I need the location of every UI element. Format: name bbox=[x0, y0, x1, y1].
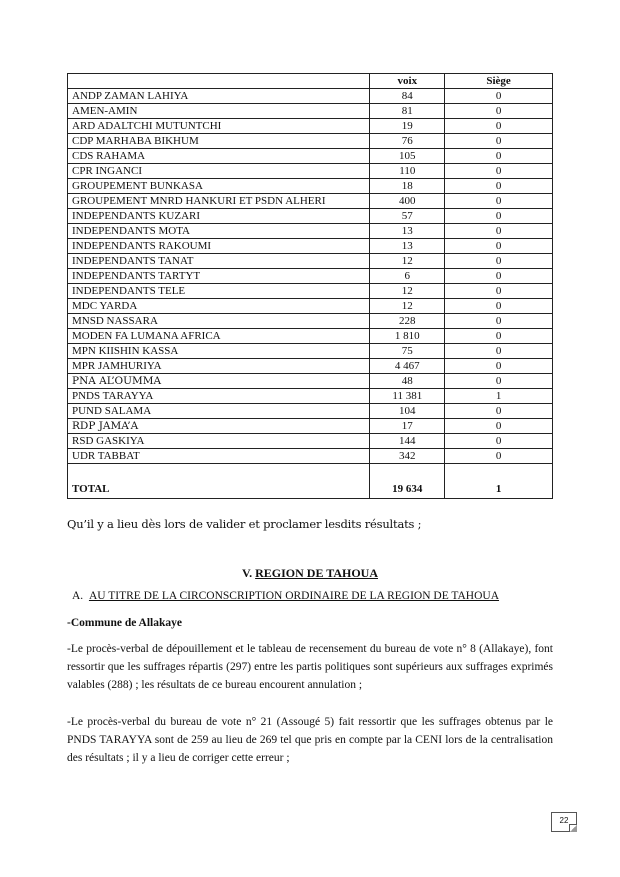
cell-seats: 1 bbox=[445, 389, 553, 404]
cell-votes: 228 bbox=[370, 314, 445, 329]
cell-votes: 81 bbox=[370, 104, 445, 119]
page-number: 22 bbox=[559, 816, 569, 825]
cell-seats: 0 bbox=[445, 164, 553, 179]
cell-votes: 6 bbox=[370, 269, 445, 284]
table-row bbox=[68, 134, 553, 149]
cell-votes: 11 381 bbox=[370, 389, 445, 404]
total-row bbox=[68, 464, 553, 499]
table-row bbox=[68, 149, 553, 164]
table-row bbox=[68, 389, 553, 404]
paragraph-bureau-21: -Le procès-verbal du bureau de vote n° 21 (Assougé 5) fait ressortir que les suffrages obtenus par le PNDS TARAYYA sont de 259 au lieu de 269 tel que pris en compte par la CENI lors de la centralisation des résultats ; il y a lieu de corriger cette erreur ; bbox=[67, 716, 553, 764]
table-row bbox=[68, 209, 553, 224]
table-row bbox=[68, 314, 553, 329]
cell-seats: 0 bbox=[445, 134, 553, 149]
cell-seats: 0 bbox=[445, 224, 553, 239]
cell-party: UDR TABBAT bbox=[68, 449, 370, 464]
cell-seats: 0 bbox=[445, 209, 553, 224]
header-votes: voix bbox=[370, 74, 445, 89]
cell-votes: 13 bbox=[370, 224, 445, 239]
cell-party: MDC YARDA bbox=[68, 299, 370, 314]
table-row bbox=[68, 344, 553, 359]
table-row bbox=[68, 194, 553, 209]
cell-party: ANDP ZAMAN LAHIYA bbox=[68, 89, 370, 104]
cell-votes: 110 bbox=[370, 164, 445, 179]
conclusion-text: Qu’il y a lieu dès lors de valider et proclamer lesdits résultats ; bbox=[67, 517, 422, 531]
cell-party: MPR JAMHURIYA bbox=[68, 359, 370, 374]
cell-votes: 17 bbox=[370, 419, 445, 434]
table-body bbox=[68, 89, 553, 464]
cell-votes: 144 bbox=[370, 434, 445, 449]
cell-party: INDEPENDANTS KUZARI bbox=[68, 209, 370, 224]
table-row bbox=[68, 419, 553, 434]
cell-party: GROUPEMENT MNRD HANKURI ET PSDN ALHERI bbox=[68, 194, 370, 209]
total-votes: 19 634 bbox=[370, 464, 445, 499]
cell-seats: 0 bbox=[445, 419, 553, 434]
cell-party: CDS RAHAMA bbox=[68, 149, 370, 164]
table-row bbox=[68, 299, 553, 314]
commune-heading: -Commune de Allakaye bbox=[67, 617, 182, 629]
cell-seats: 0 bbox=[445, 284, 553, 299]
cell-seats: 0 bbox=[445, 299, 553, 314]
table-row bbox=[68, 224, 553, 239]
paragraph-bureau-8: -Le procès-verbal de dépouillement et le tableau de recensement du bureau de vote n° 8 (Allakaye), font ressortir que les suffrages répartis (297) entre les partis politiques sont supérieurs aux suffrages exprimés valables (288) ; les résultats de ce bureau encourent annulation ; bbox=[67, 643, 553, 691]
cell-seats: 0 bbox=[445, 149, 553, 164]
region-title: REGION DE TAHOUA bbox=[255, 566, 379, 580]
cell-votes: 104 bbox=[370, 404, 445, 419]
cell-votes: 18 bbox=[370, 179, 445, 194]
cell-seats: 0 bbox=[445, 179, 553, 194]
table-row bbox=[68, 284, 553, 299]
cell-seats: 0 bbox=[445, 404, 553, 419]
cell-votes: 105 bbox=[370, 149, 445, 164]
cell-party: MODEN FA LUMANA AFRICA bbox=[68, 329, 370, 344]
table-row bbox=[68, 164, 553, 179]
cell-party: GROUPEMENT BUNKASA bbox=[68, 179, 370, 194]
table-row bbox=[68, 254, 553, 269]
cell-party: INDEPENDANTS TELE bbox=[68, 284, 370, 299]
cell-votes: 13 bbox=[370, 239, 445, 254]
cell-votes: 48 bbox=[370, 374, 445, 389]
cell-votes: 12 bbox=[370, 254, 445, 269]
cell-seats: 0 bbox=[445, 434, 553, 449]
cell-votes: 12 bbox=[370, 284, 445, 299]
cell-party: MPN KIISHIN KASSA bbox=[68, 344, 370, 359]
cell-seats: 0 bbox=[445, 194, 553, 209]
cell-party: INDEPENDANTS RAKOUMI bbox=[68, 239, 370, 254]
cell-party: AMEN-AMIN bbox=[68, 104, 370, 119]
subsection-title: AU TITRE DE LA CIRCONSCRIPTION ORDINAIRE DE LA REGION DE TAHOUA bbox=[88, 590, 500, 602]
cell-party: PNA AL’OUMMA bbox=[68, 374, 370, 389]
cell-party: ARD ADALTCHI MUTUNTCHI bbox=[68, 119, 370, 134]
cell-votes: 1 810 bbox=[370, 329, 445, 344]
table-header-row bbox=[68, 74, 553, 89]
table-row bbox=[68, 239, 553, 254]
cell-votes: 75 bbox=[370, 344, 445, 359]
cell-party: PUND SALAMA bbox=[68, 404, 370, 419]
cell-party: RDP JAMA’A bbox=[68, 419, 370, 434]
cell-votes: 19 bbox=[370, 119, 445, 134]
table-row bbox=[68, 104, 553, 119]
table-row bbox=[68, 119, 553, 134]
table-row bbox=[68, 374, 553, 389]
cell-seats: 0 bbox=[445, 239, 553, 254]
table-row bbox=[68, 269, 553, 284]
subsection-letter: A. bbox=[72, 590, 84, 602]
cell-party: INDEPENDANTS TANAT bbox=[68, 254, 370, 269]
table-row bbox=[68, 449, 553, 464]
cell-seats: 0 bbox=[445, 374, 553, 389]
cell-votes: 4 467 bbox=[370, 359, 445, 374]
table-row bbox=[68, 434, 553, 449]
table-row bbox=[68, 404, 553, 419]
cell-seats: 0 bbox=[445, 119, 553, 134]
header-seats: Siège bbox=[445, 74, 553, 89]
table-row bbox=[68, 329, 553, 344]
cell-seats: 0 bbox=[445, 89, 553, 104]
table-row bbox=[68, 179, 553, 194]
cell-seats: 0 bbox=[445, 329, 553, 344]
cell-party: INDEPENDANTS MOTA bbox=[68, 224, 370, 239]
cell-seats: 0 bbox=[445, 269, 553, 284]
results-table bbox=[67, 73, 553, 499]
cell-seats: 0 bbox=[445, 314, 553, 329]
cell-seats: 0 bbox=[445, 104, 553, 119]
cell-party: CPR INGANCI bbox=[68, 164, 370, 179]
subsection-heading bbox=[72, 590, 499, 602]
page-number-box bbox=[551, 812, 577, 832]
table-row bbox=[68, 89, 553, 104]
cell-seats: 0 bbox=[445, 254, 553, 269]
header-party bbox=[68, 74, 370, 89]
region-number: V. bbox=[241, 566, 256, 580]
cell-party: CDP MARHABA BIKHUM bbox=[68, 134, 370, 149]
folded-corner-icon bbox=[569, 824, 577, 832]
cell-seats: 0 bbox=[445, 344, 553, 359]
cell-party: INDEPENDANTS TARTYT bbox=[68, 269, 370, 284]
total-seats: 1 bbox=[445, 464, 553, 499]
cell-votes: 57 bbox=[370, 209, 445, 224]
region-heading bbox=[0, 566, 620, 581]
cell-party: PNDS TARAYYA bbox=[68, 389, 370, 404]
table-row bbox=[68, 359, 553, 374]
cell-votes: 76 bbox=[370, 134, 445, 149]
cell-party: MNSD NASSARA bbox=[68, 314, 370, 329]
cell-votes: 84 bbox=[370, 89, 445, 104]
cell-votes: 12 bbox=[370, 299, 445, 314]
total-label: TOTAL bbox=[68, 464, 370, 499]
cell-party: RSD GASKIYA bbox=[68, 434, 370, 449]
cell-votes: 342 bbox=[370, 449, 445, 464]
cell-votes: 400 bbox=[370, 194, 445, 209]
cell-seats: 0 bbox=[445, 359, 553, 374]
cell-seats: 0 bbox=[445, 449, 553, 464]
